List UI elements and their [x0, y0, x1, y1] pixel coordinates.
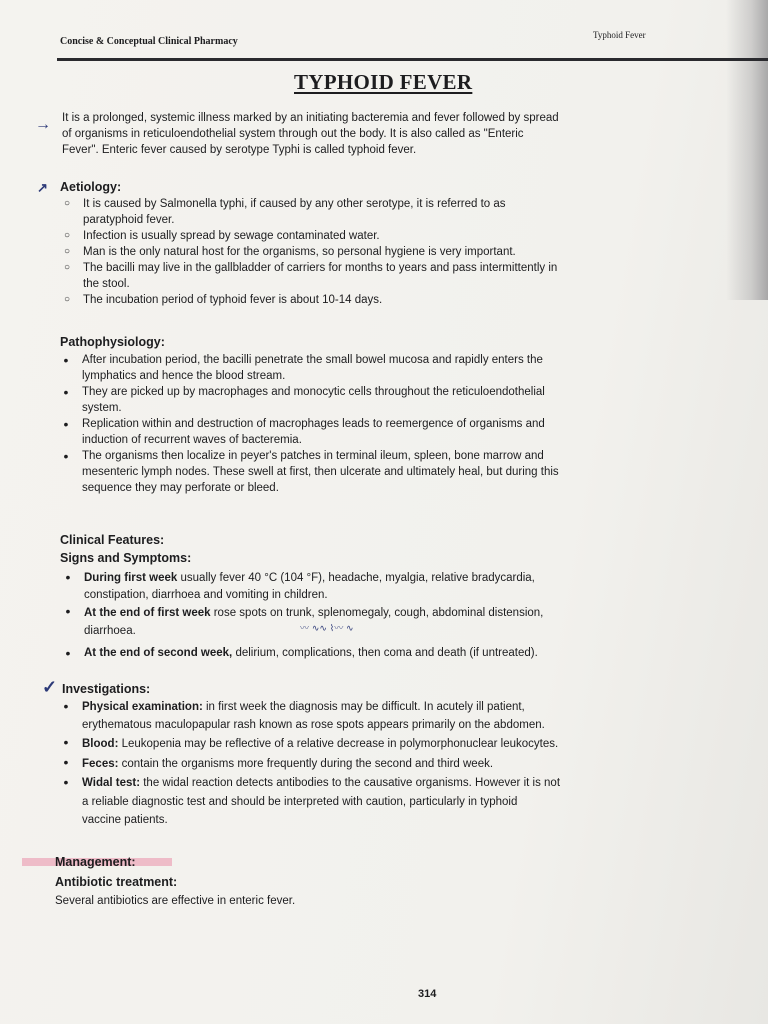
investigations-heading: Investigations:: [62, 682, 151, 696]
pen-check-mark: ✓: [42, 677, 58, 697]
intro-line: of organisms in reticuloendothelial system through out the body. It is also called as "Enteric: [62, 128, 524, 140]
header-rule: [57, 58, 768, 61]
list-item: • After incubation period, the bacilli penetrate the small bowel mucosa and rapidly enters the: [58, 352, 559, 368]
list-item: • The organisms then localize in peyer's patches in terminal ileum, spleen, bone marrow and: [58, 448, 559, 464]
running-header: [60, 30, 760, 60]
aetiology-list: [59, 196, 557, 308]
list-item-continuation: mesenteric lymph nodes. These swell at first, then ulcerate and ultimately heal, but during this: [82, 466, 559, 478]
list-item-continuation: the stool.: [83, 278, 130, 290]
list-item: • They are picked up by macrophages and monocytic cells throughout the reticuloendothelial: [58, 384, 559, 400]
bullet-dot-icon: •: [65, 603, 71, 619]
list-item-continuation: constipation, diarrhoea and vomiting in children.: [84, 589, 328, 601]
intro-line: It is a prolonged, systemic illness marked by an initiating bacteremia and fever followed by spread: [62, 112, 559, 124]
list-item: ○ Man is the only natural host for the organisms, so personal hygiene is very important.: [59, 244, 557, 260]
list-item-continuation: a reliable diagnostic test and should be interpreted with caution, particularly in typhoid: [82, 796, 518, 808]
book-title: Concise & Conceptual Clinical Pharmacy: [60, 36, 238, 47]
list-item: • Blood: Leukopenia may be reflective of a relative decrease in polymorphonuclear leukocytes.: [58, 734, 560, 754]
bullet-dot-icon: •: [63, 734, 69, 750]
bullet-dot-icon: •: [63, 774, 69, 790]
list-item-continuation: erythematous maculopapular rash known as rose spots appears primarily on the abdomen.: [82, 719, 545, 731]
list-item: • Widal test: the widal reaction detects antibodies to the causative organisms. However it is not: [58, 774, 560, 792]
page-number: 314: [418, 988, 437, 1000]
pathophysiology-heading: Pathophysiology:: [60, 335, 165, 349]
pen-arrow-mark: →: [35, 116, 51, 133]
list-item-continuation: paratyphoid fever.: [83, 214, 175, 226]
intro-line: Fever". Enteric fever caused by serotype Typhi is called typhoid fever.: [62, 144, 417, 156]
signs-symptoms-heading: Signs and Symptoms:: [60, 551, 192, 565]
bullet-circle-icon: ○: [63, 198, 71, 209]
list-item-continuation: system.: [82, 402, 122, 414]
list-item: • Feces: contain the organisms more frequently during the second and third week.: [58, 754, 560, 774]
bullet-dot-icon: •: [63, 352, 69, 368]
list-item: • At the end of first week rose spots on trunk, splenomegaly, cough, abdominal distension,: [60, 603, 543, 623]
bullet-dot-icon: •: [65, 645, 71, 661]
list-item-continuation: lymphatics and hence the blood stream.: [82, 370, 286, 382]
list-item: ○ It is caused by Salmonella typhi, if caused by any other serotype, it is referred to as: [59, 196, 557, 212]
pathophysiology-list: [58, 352, 559, 496]
bullet-circle-icon: ○: [63, 230, 71, 241]
clinical-features-heading: Clinical Features:: [60, 533, 165, 547]
bullet-dot-icon: •: [63, 448, 69, 464]
bullet-dot-icon: •: [63, 416, 69, 432]
clinical-list: [60, 569, 543, 661]
bullet-dot-icon: •: [63, 754, 69, 770]
management-heading: Management:: [55, 855, 136, 869]
list-item-continuation: diarrhoea.: [84, 625, 136, 637]
aetiology-heading: Aetiology:: [60, 180, 122, 194]
bullet-circle-icon: ○: [63, 262, 71, 273]
bullet-dot-icon: •: [63, 698, 69, 714]
list-item: • Physical examination: in first week the diagnosis may be difficult. In acutely ill patient,: [58, 698, 560, 716]
bullet-circle-icon: ○: [63, 246, 71, 257]
management-text: Several antibiotics are effective in enteric fever.: [55, 895, 296, 907]
list-item-continuation: induction of recurrent waves of bacteremia.: [82, 434, 302, 446]
list-item: • Replication within and destruction of macrophages leads to reemergence of organisms and: [58, 416, 559, 432]
intro-paragraph: [62, 110, 768, 158]
antibiotic-treatment-heading: Antibiotic treatment:: [55, 875, 178, 889]
list-item: • During first week usually fever 40 °C (104 °F), headache, myalgia, relative bradycardia,: [60, 569, 543, 587]
bullet-circle-icon: ○: [63, 294, 71, 305]
list-item-continuation: vaccine patients.: [82, 814, 168, 826]
handwritten-annotation: 〰︎ ∿∿ ⌇〰︎ ∿: [300, 624, 354, 634]
pen-arrow-mark: ↗: [37, 180, 48, 195]
list-item: ○ Infection is usually spread by sewage contaminated water.: [59, 228, 557, 244]
list-item: ○ The incubation period of typhoid fever is about 10-14 days.: [59, 292, 557, 308]
page-title: TYPHOID FEVER: [294, 70, 473, 94]
list-item: • At the end of second week, delirium, complications, then coma and death (if untreated).: [60, 645, 543, 661]
bullet-dot-icon: •: [63, 384, 69, 400]
list-item-continuation: sequence they may perforate or bleed.: [82, 482, 279, 494]
investigations-list: [58, 698, 560, 828]
list-item: ○ The bacilli may live in the gallbladder of carriers for months to years and pass intermittently in: [59, 260, 557, 276]
running-title: Typhoid Fever: [593, 30, 646, 40]
bullet-dot-icon: •: [65, 569, 71, 585]
